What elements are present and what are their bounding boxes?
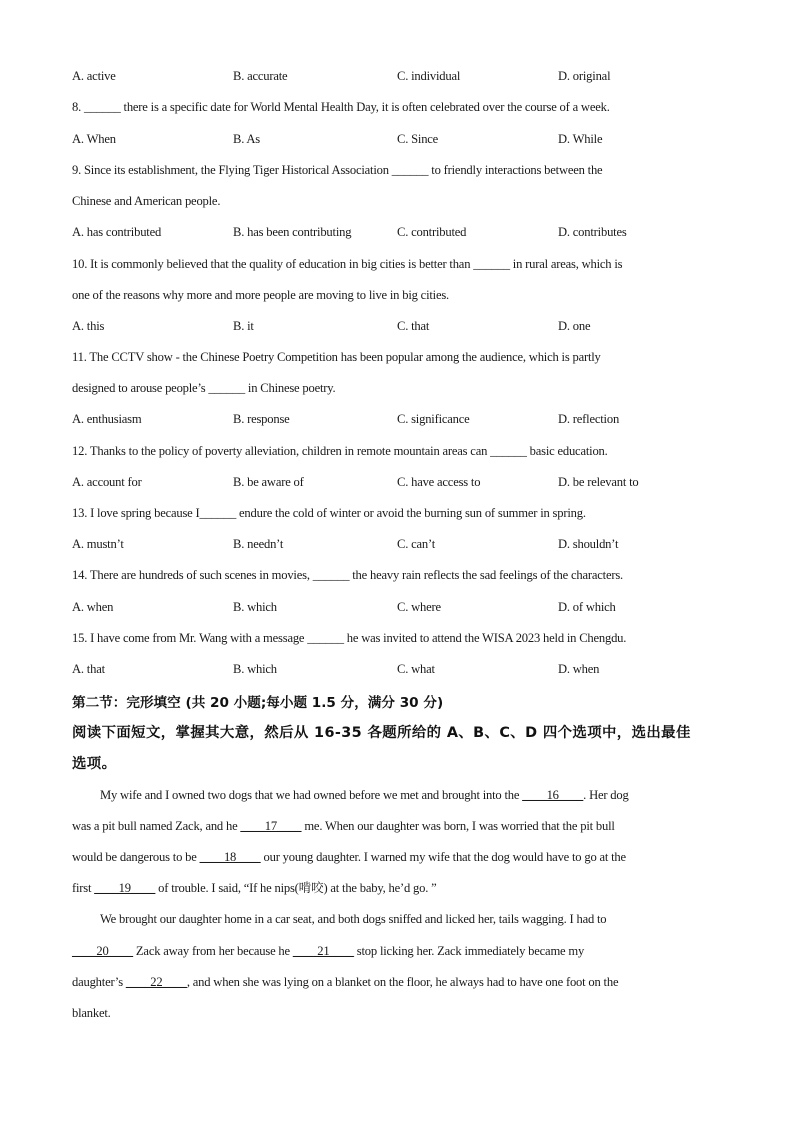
section-instruction-line1: 阅读下面短文，掌握其大意，然后从 16-35 各题所给的 A、B、C、D 四个选项中，选出最佳: [72, 725, 691, 741]
option-a: A. when: [72, 600, 114, 614]
option-d: D. be relevant to: [558, 475, 639, 489]
option-a: A. active: [72, 69, 116, 83]
q9-stem-line2: Chinese and American people.: [72, 194, 221, 208]
option-b: B. which: [233, 662, 277, 676]
passage-text: first: [72, 881, 95, 895]
passage-p2-line1: We brought our daughter home in a car seat, and both dogs sniffed and licked her, tails wagging. I had to: [100, 912, 607, 926]
q10-options: [0, 318, 794, 334]
q11-stem-line2: designed to arouse people’s ______ in Chinese poetry.: [72, 381, 336, 395]
blank-17: ____17____: [240, 819, 302, 833]
option-d: D. original: [558, 69, 611, 83]
option-d: D. contributes: [558, 225, 627, 239]
option-c: C. have access to: [397, 475, 481, 489]
passage-text: , and when she was lying on a blanket on the floor, he always had to have one foot on the: [186, 975, 619, 989]
q7-options: [0, 68, 794, 84]
q14-stem: 14. There are hundreds of such scenes in movies, ______ the heavy rain reflects the sad feelings of the characters.: [72, 568, 623, 582]
passage-text: of trouble. I said, “If he nips(啃咬) at the baby, he’d go. ”: [155, 881, 437, 895]
passage-text: our young daughter. I warned my wife that the dog would have to go at the: [260, 850, 626, 864]
blank-22: ____22____: [125, 975, 187, 989]
option-b: B. needn’t: [233, 537, 284, 551]
q11-stem-line1: 11. The CCTV show - the Chinese Poetry Competition has been popular among the audience, which is partly: [72, 350, 601, 364]
option-a: A. enthusiasm: [72, 412, 142, 426]
passage-p2-line3: [72, 974, 722, 990]
option-b: B. has been contributing: [233, 225, 352, 239]
passage-text: Zack away from her because he: [132, 944, 293, 958]
q13-options: [0, 536, 794, 552]
option-c: C. where: [397, 600, 441, 614]
option-b: B. accurate: [233, 69, 288, 83]
option-d: D. when: [558, 662, 600, 676]
passage-text: me. When our daughter was born, I was worried that the pit bull: [301, 819, 615, 833]
option-b: B. As: [233, 132, 260, 146]
q15-options: [0, 661, 794, 677]
blank-18: ____18____: [199, 850, 261, 864]
q13-stem: 13. I love spring because I______ endure the cold of winter or avoid the burning sun of summer in spring.: [72, 506, 586, 520]
q12-stem: 12. Thanks to the policy of poverty alleviation, children in remote mountain areas can ______ basic education.: [72, 444, 608, 458]
option-d: D. While: [558, 132, 603, 146]
section-title: 第二节：完形填空 (共 20 小题;每小题 1.5 分，满分 30 分): [72, 695, 444, 711]
passage-text: daughter’s: [72, 975, 126, 989]
option-c: C. individual: [397, 69, 461, 83]
option-d: D. shouldn’t: [558, 537, 619, 551]
option-a: A. that: [72, 662, 105, 676]
passage-p2-line2: [72, 943, 722, 959]
option-b: B. be aware of: [233, 475, 304, 489]
passage-text: would be dangerous to be: [72, 850, 200, 864]
option-b: B. response: [233, 412, 290, 426]
option-c: C. significance: [397, 412, 470, 426]
q11-options: [0, 411, 794, 427]
passage-text: stop licking her. Zack immediately became my: [353, 944, 585, 958]
passage-p1-line3: [72, 849, 722, 865]
passage-p2-line4: blanket.: [72, 1006, 111, 1020]
q8-options: [0, 131, 794, 147]
option-a: A. has contributed: [72, 225, 162, 239]
q10-stem-line1: 10. It is commonly believed that the quality of education in big cities is better than ______ in rural areas, which is: [72, 257, 623, 271]
passage-text: . Her dog: [583, 788, 629, 802]
blank-16: ____16____: [522, 788, 584, 802]
blank-21: ____21____: [292, 944, 354, 958]
q15-stem: 15. I have come from Mr. Wang with a message ______ he was invited to attend the WISA 2023 held in Chengdu.: [72, 631, 627, 645]
option-b: B. which: [233, 600, 277, 614]
option-d: D. of which: [558, 600, 616, 614]
q10-stem-line2: one of the reasons why more and more people are moving to live in big cities.: [72, 288, 449, 302]
option-b: B. it: [233, 319, 254, 333]
option-d: D. reflection: [558, 412, 620, 426]
option-a: A. this: [72, 319, 105, 333]
option-d: D. one: [558, 319, 591, 333]
blank-20: ____20____: [72, 944, 133, 958]
passage-text: was a pit bull named Zack, and he: [72, 819, 241, 833]
q14-options: [0, 599, 794, 615]
option-a: A. mustn’t: [72, 537, 124, 551]
section-instruction-line2: 选项。: [72, 756, 117, 772]
q9-stem-line1: 9. Since its establishment, the Flying Tiger Historical Association ______ to friendly interactions between the: [72, 163, 603, 177]
option-c: C. Since: [397, 132, 439, 146]
blank-19: ____19____: [94, 881, 156, 895]
option-a: A. When: [72, 132, 116, 146]
q9-options: [0, 224, 794, 240]
passage-text: My wife and I owned two dogs that we had owned before we met and brought into the: [100, 788, 523, 802]
option-a: A. account for: [72, 475, 142, 489]
passage-p1-line2: [72, 818, 722, 834]
option-c: C. can’t: [397, 537, 436, 551]
passage-p1-line1: [100, 787, 722, 803]
q12-options: [0, 474, 794, 490]
q8-stem: 8. ______ there is a specific date for World Mental Health Day, it is often celebrated over the course of a week.: [72, 100, 610, 114]
option-c: C. contributed: [397, 225, 467, 239]
passage-p1-line4: [72, 880, 722, 896]
option-c: C. that: [397, 319, 430, 333]
option-c: C. what: [397, 662, 435, 676]
